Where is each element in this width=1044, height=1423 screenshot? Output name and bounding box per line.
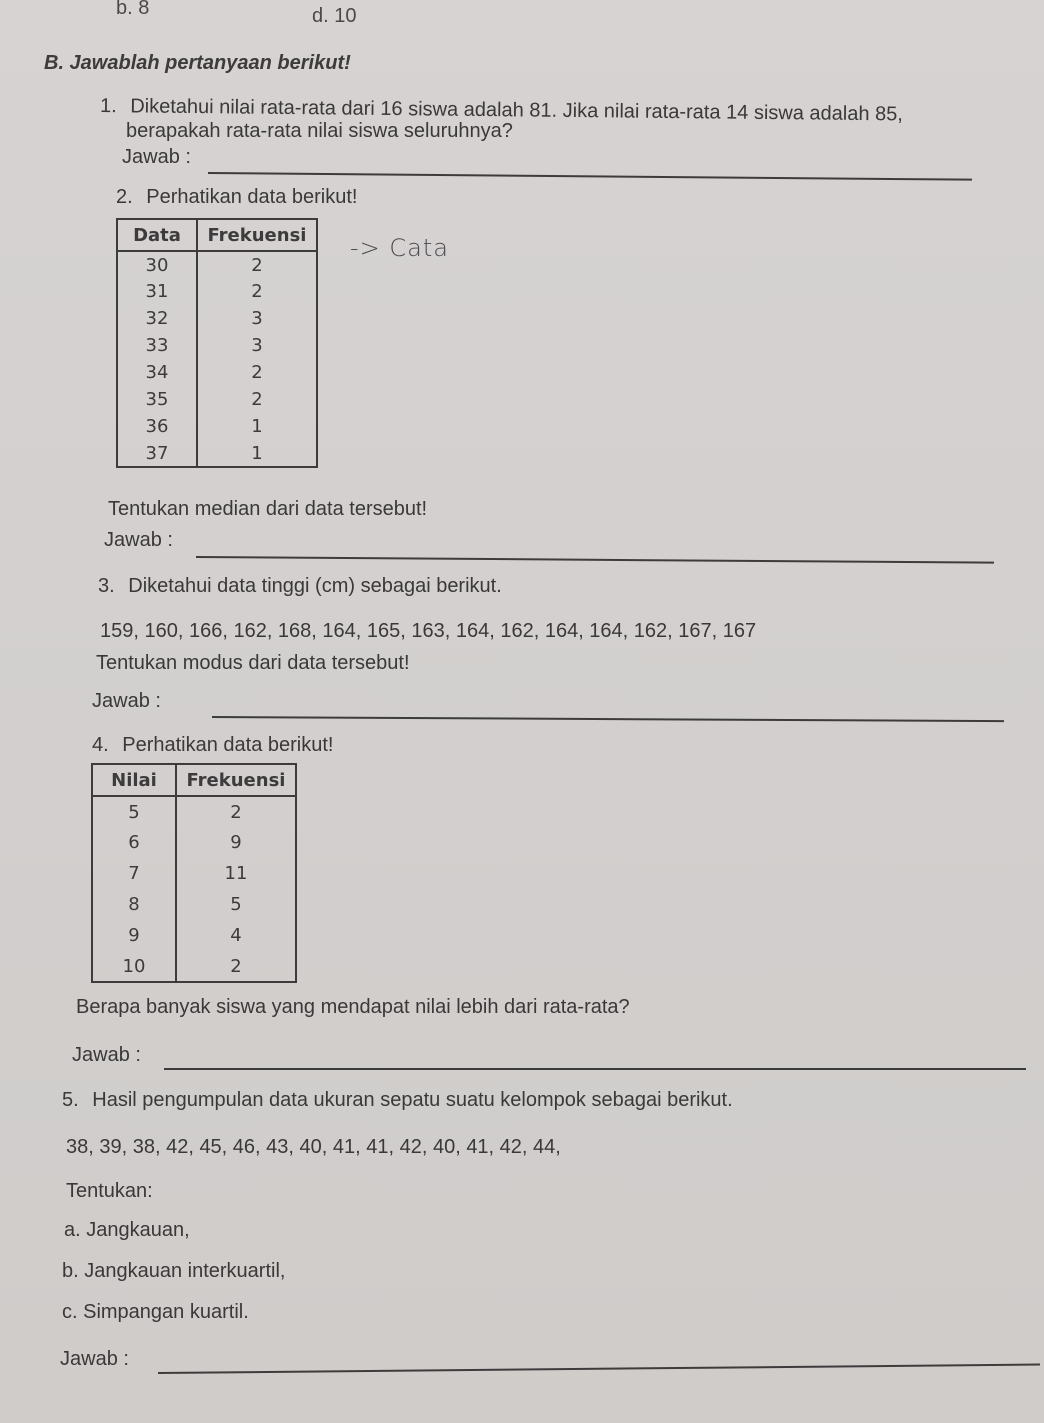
question-prompt: Tentukan:: [66, 1180, 153, 1202]
table-row: [92, 889, 296, 920]
cell-frequency: 11: [176, 858, 296, 889]
question-intro: Perhatikan data berikut!: [122, 734, 334, 756]
question-intro: Hasil pengumpulan data ukuran sepatu suatu kelompok sebagai berikut.: [92, 1089, 733, 1111]
question-number: 5.: [62, 1089, 79, 1111]
cell-score: 10: [92, 951, 176, 982]
table-row: [117, 332, 317, 359]
question-text: Diketahui nilai rata-rata dari 16 siswa adalah 81. Jika nilai rata-rata 14 siswa adalah 85,: [130, 95, 903, 126]
table-row: [117, 305, 317, 332]
cell-data: 30: [117, 251, 197, 278]
table-row: [117, 251, 317, 278]
answer-line[interactable]: [164, 1068, 1026, 1070]
cell-frequency: 2: [176, 796, 296, 827]
subitem-b: b. Jangkauan interkuartil,: [62, 1260, 286, 1282]
answer-line[interactable]: [208, 172, 972, 181]
question-number: 4.: [92, 734, 109, 756]
table-row: [92, 920, 296, 951]
cell-data: 35: [117, 386, 197, 413]
cell-frequency: 3: [197, 332, 317, 359]
cell-frequency: 4: [176, 920, 296, 951]
cell-frequency: 9: [176, 827, 296, 858]
cell-score: 6: [92, 827, 176, 858]
table-row: [117, 278, 317, 305]
question-prompt: Tentukan median dari data tersebut!: [108, 498, 428, 520]
answer-label: Jawab :: [60, 1348, 129, 1370]
table-row: [117, 440, 317, 467]
question-text-cont: berapakah rata-rata nilai siswa seluruhnya?: [126, 120, 513, 142]
cell-frequency: 5: [176, 889, 296, 920]
table-row: [92, 951, 296, 982]
question-number: 1.: [99, 95, 117, 118]
question-prompt: Berapa banyak siswa yang mendapat nilai lebih dari rata-rata?: [76, 996, 630, 1018]
question-intro: Perhatikan data berikut!: [146, 186, 358, 208]
question-number: 3.: [98, 575, 115, 597]
shoe-size-data: 38, 39, 38, 42, 45, 46, 43, 40, 41, 41, 42, 40, 41, 42, 44,: [66, 1136, 561, 1158]
answer-label: Jawab :: [104, 529, 173, 551]
cell-frequency: 2: [197, 359, 317, 386]
cell-score: 7: [92, 858, 176, 889]
score-table: [91, 763, 297, 983]
cell-frequency: 2: [176, 951, 296, 982]
answer-label: Jawab :: [72, 1044, 141, 1066]
cell-data: 36: [117, 413, 197, 440]
subitem-a: a. Jangkauan,: [64, 1219, 190, 1241]
cell-frequency: 3: [197, 305, 317, 332]
cell-frequency: 1: [197, 413, 317, 440]
cell-score: 5: [92, 796, 176, 827]
cell-frequency: 2: [197, 386, 317, 413]
height-data: 159, 160, 166, 162, 168, 164, 165, 163, 164, 162, 164, 164, 162, 167, 167: [100, 620, 757, 642]
section-heading: B. Jawablah pertanyaan berikut!: [44, 52, 351, 74]
table-row: [92, 827, 296, 858]
table-row: [117, 386, 317, 413]
answer-label: Jawab :: [92, 690, 161, 712]
answer-line[interactable]: [158, 1364, 1040, 1374]
answer-line[interactable]: [212, 716, 1004, 722]
cell-data: 31: [117, 278, 197, 305]
header-nilai: Nilai: [92, 764, 176, 796]
cell-data: 32: [117, 305, 197, 332]
handwritten-note: -> Cata: [350, 234, 449, 262]
table-row: [92, 858, 296, 889]
option-b: b. 8: [116, 0, 150, 19]
header-data: Data: [117, 219, 197, 251]
cell-frequency: 2: [197, 251, 317, 278]
cell-data: 37: [117, 440, 197, 467]
table-row: [117, 359, 317, 386]
data-table: [116, 218, 318, 468]
question-intro: Diketahui data tinggi (cm) sebagai berikut.: [128, 575, 502, 597]
subitem-c: c. Simpangan kuartil.: [62, 1301, 249, 1323]
question-prompt: Tentukan modus dari data tersebut!: [96, 652, 410, 674]
option-d: d. 10: [312, 5, 357, 27]
answer-label: Jawab :: [122, 146, 191, 168]
header-frekuensi: Frekuensi: [197, 219, 317, 251]
cell-data: 33: [117, 332, 197, 359]
cell-data: 34: [117, 359, 197, 386]
cell-score: 9: [92, 920, 176, 951]
question-number: 2.: [116, 186, 133, 208]
cell-frequency: 1: [197, 440, 317, 467]
cell-frequency: 2: [197, 278, 317, 305]
answer-line[interactable]: [196, 556, 994, 564]
header-frekuensi: Frekuensi: [176, 764, 296, 796]
cell-score: 8: [92, 889, 176, 920]
table-row: [92, 796, 296, 827]
table-row: [117, 413, 317, 440]
